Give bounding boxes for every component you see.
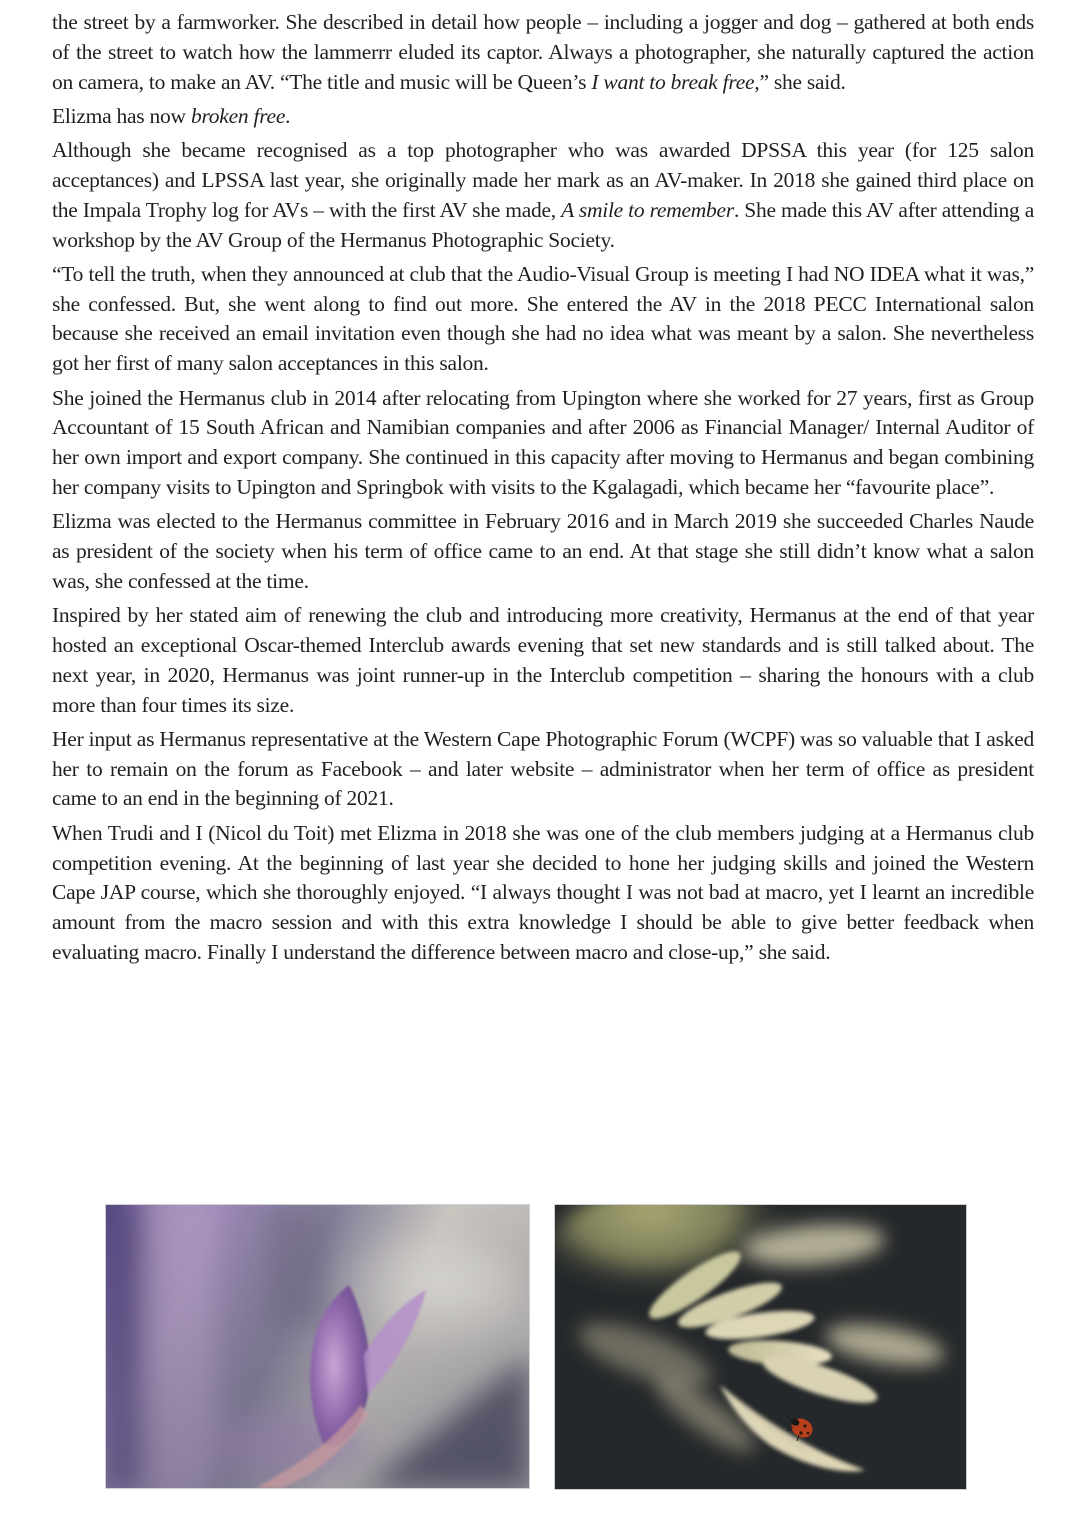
paragraph bbox=[52, 260, 1034, 379]
paragraph-text: Although she became recognised as a top photographer who was awarded DPSSA this year (for 125 salon acceptances) and LPSSA last year, she originally made her mark as an AV-maker. In 2018 she gained third place on the Impala Trophy log for AVs – with the first AV she made, bbox=[52, 138, 1034, 222]
paragraph-text: When Trudi and I (Nicol du Toit) met Elizma in 2018 she was one of the club members judging at a Hermanus club competition evening. At the beginning of last year she decided to hone her judging skills and joined the Western Cape JAP course, which she thoroughly enjoyed. “I always thought I was not bad at macro, yet I learnt an incredible amount from the macro session and with this extra knowledge I should be able to give better feedback when evaluating macro. Finally I understand the difference between macro and close-up,” she said. bbox=[52, 820, 1034, 964]
paragraph bbox=[52, 819, 1034, 968]
paragraph-text: Elizma was elected to the Hermanus committee in February 2016 and in March 2019 she succeeded Charles Naude as president of the society when his term of office came to an end. At that stage she still didn’t know what a salon was, she confessed at the time. bbox=[52, 509, 1034, 593]
emphasis-text: broken free bbox=[190, 103, 286, 128]
paragraph-text: . bbox=[285, 103, 291, 128]
paragraph-text: “To tell the truth, when they announced at club that the Audio-Visual Group is meeting I had NO IDEA what it was,” she confessed. But, she went along to find out more. She entered the AV in the 2018 PECC International salon because she received an email invitation even though she had no idea what was meant by a salon. She nevertheless got her first of many salon acceptances in this salon. bbox=[52, 261, 1034, 376]
paragraph bbox=[52, 102, 1034, 132]
paragraph-text: . She made this AV after attending a workshop by the AV Group of the Hermanus Photographic Society. bbox=[52, 197, 1034, 252]
photo-purple-petal bbox=[106, 1205, 529, 1488]
paragraph-text: Inspired by her stated aim of renewing the club and introducing more creativity, Hermanus at the end of that year hosted an exceptional Oscar-themed Interclub awards evening that set new standards and is still talked about. The next year, in 2020, Hermanus was joint runner-up in the Interclub competition – sharing the honours with a club more than four times its size. bbox=[52, 603, 1034, 717]
paragraph-text: the street by a farmworker. She described in detail how people – including a jogger and dog – gathered at both ends of the street to watch how the lammerrr eluded its captor. Always a photographer, she naturally captured the action on camera, to make an AV. “The title and music will be Queen’s bbox=[52, 10, 1034, 94]
paragraph-text: ,” she said. bbox=[754, 69, 846, 94]
paragraph bbox=[52, 8, 1034, 97]
song-title: I want to break free bbox=[591, 69, 755, 94]
paragraph bbox=[52, 384, 1034, 503]
paragraph-text: She joined the Hermanus club in 2014 after relocating from Upington where she worked for 27 years, first as Group Accountant of 15 South African and Namibian companies and after 2006 as Financial Manager/ Internal Auditor of her own import and export company. She continued in this capacity after moving to Hermanus and began combining her company visits to Upington and Springbok with visits to the Kgalagadi, which became her “favourite place”. bbox=[52, 385, 1034, 499]
paragraph bbox=[52, 507, 1034, 596]
paragraph bbox=[52, 136, 1034, 255]
article-body bbox=[52, 0, 1034, 972]
purple-petal-image bbox=[106, 1205, 529, 1488]
paragraph bbox=[52, 725, 1034, 814]
ladybird-icon bbox=[785, 1415, 816, 1442]
paragraph-text: Elizma has now bbox=[52, 103, 191, 128]
av-title: A smile to remember bbox=[561, 197, 734, 222]
paragraph-text: Her input as Hermanus representative at the Western Cape Photographic Forum (WCPF) was so valuable that I asked her to remain on the forum as Facebook – and later website – administrator when her term of office as president came to an end in the beginning of 2021. bbox=[52, 726, 1034, 811]
ladybird-flower-image bbox=[555, 1205, 966, 1489]
paragraph bbox=[52, 601, 1034, 720]
photo-ladybird-flower bbox=[555, 1205, 966, 1489]
